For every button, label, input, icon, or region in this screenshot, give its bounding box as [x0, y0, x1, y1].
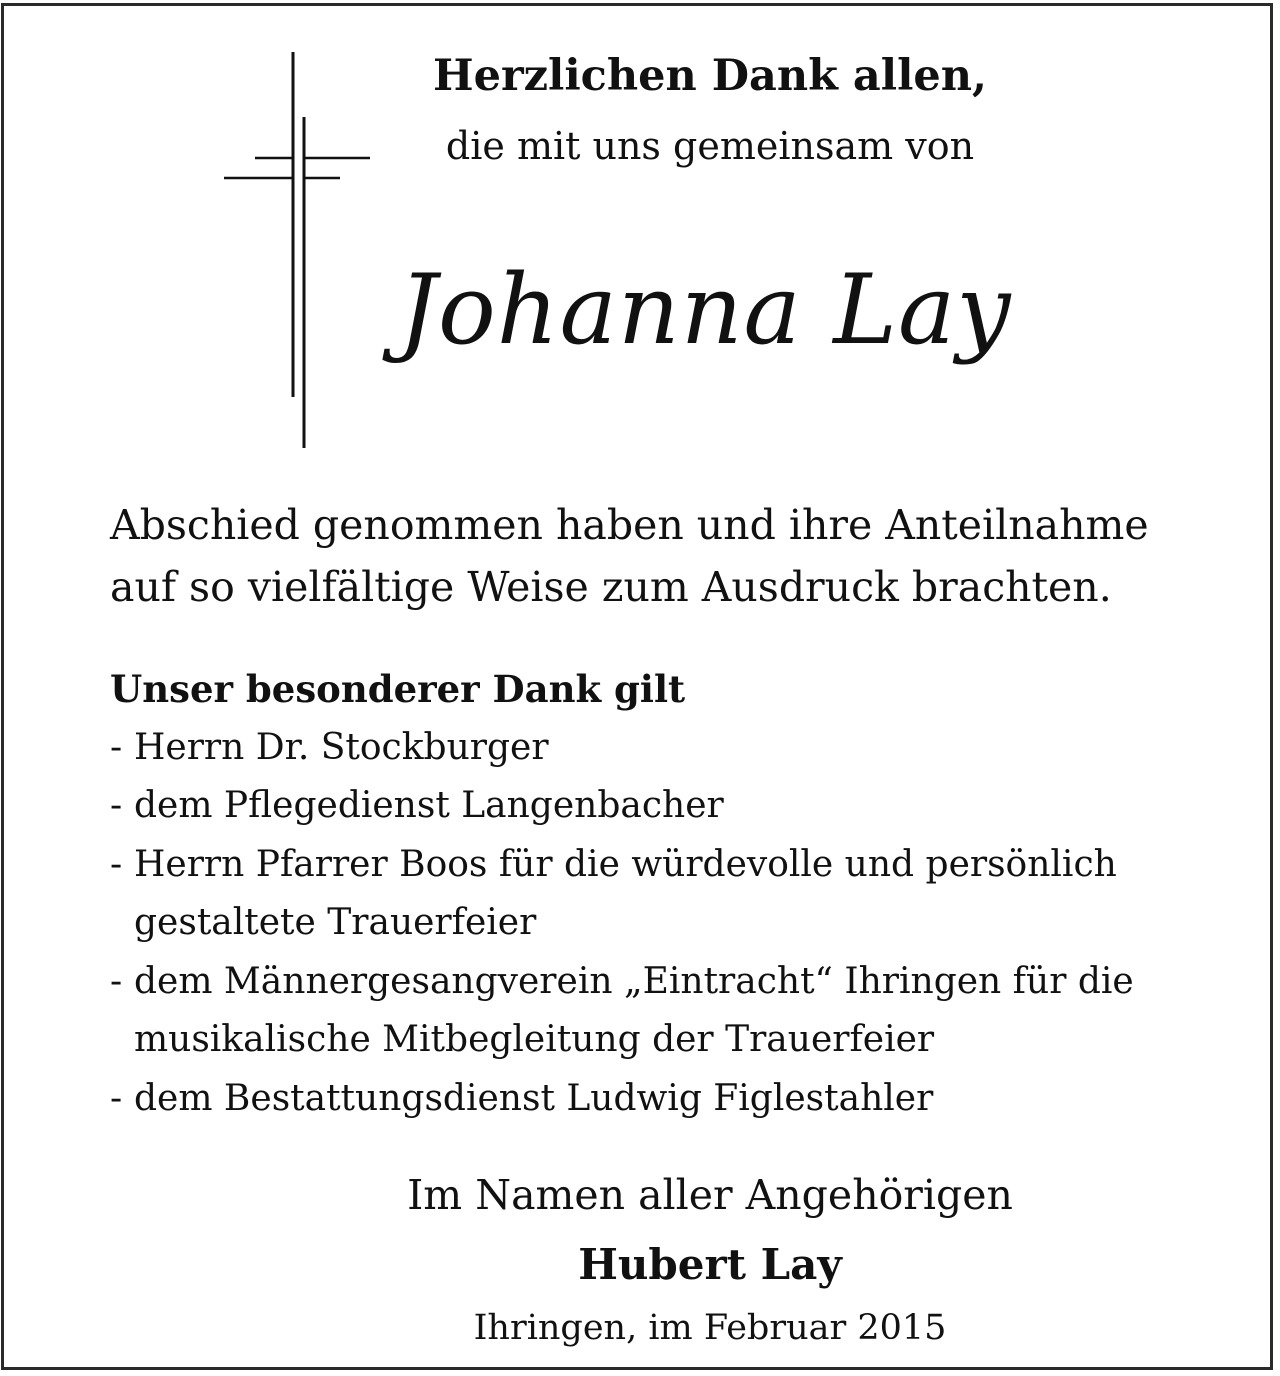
thanks-item	[110, 777, 1210, 836]
special-thanks-heading: Unser besonderer Dank gilt	[110, 667, 686, 711]
place-date: Ihringen, im Februar 2015	[473, 1308, 947, 1348]
thanks-item-line: dem Männergesangverein „Eintracht“ Ihringen für die	[134, 960, 1134, 1002]
thanks-item-line: musikalische Mitbegleitung der Trauerfeier	[134, 1019, 935, 1060]
deceased-name: Johanna Lay	[398, 254, 1012, 366]
thanks-item-line: dem Bestattungsdienst Ludwig Figlestahler	[134, 1077, 934, 1119]
thanks-item-line: gestaltete Trauerfeier	[134, 902, 537, 943]
thanks-item	[110, 953, 1210, 1070]
bullet-dash: -	[110, 843, 123, 885]
signer-name: Hubert Lay	[578, 1240, 842, 1289]
thanks-headline: Herzlichen Dank allen,	[432, 51, 988, 101]
bullet-dash: -	[110, 1077, 123, 1119]
farewell-paragraph	[110, 494, 1190, 618]
thanks-item-line: Herrn Pfarrer Boos für die würdevolle und persönlich	[134, 843, 1117, 885]
bullet-dash: -	[110, 785, 123, 826]
special-thanks-section	[110, 660, 1210, 1128]
thanks-item-line: Herrn Dr. Stockburger	[134, 726, 549, 768]
thanks-subheadline: die mit uns gemeinsam von	[445, 124, 975, 168]
thanks-item	[110, 719, 1210, 778]
bullet-dash: -	[110, 960, 123, 1002]
on-behalf-line: Im Namen aller Angehörigen	[407, 1171, 1013, 1219]
thanks-item	[110, 1070, 1210, 1129]
thanks-item	[110, 836, 1210, 953]
bullet-dash: -	[110, 726, 123, 768]
thanks-item-line: dem Pflegedienst Langenbacher	[134, 785, 724, 826]
farewell-line: auf so vielfältige Weise zum Ausdruck brachten.	[110, 563, 1112, 611]
farewell-line: Abschied genommen haben und ihre Anteilnahme	[110, 501, 1149, 549]
cross-icon	[220, 52, 372, 448]
